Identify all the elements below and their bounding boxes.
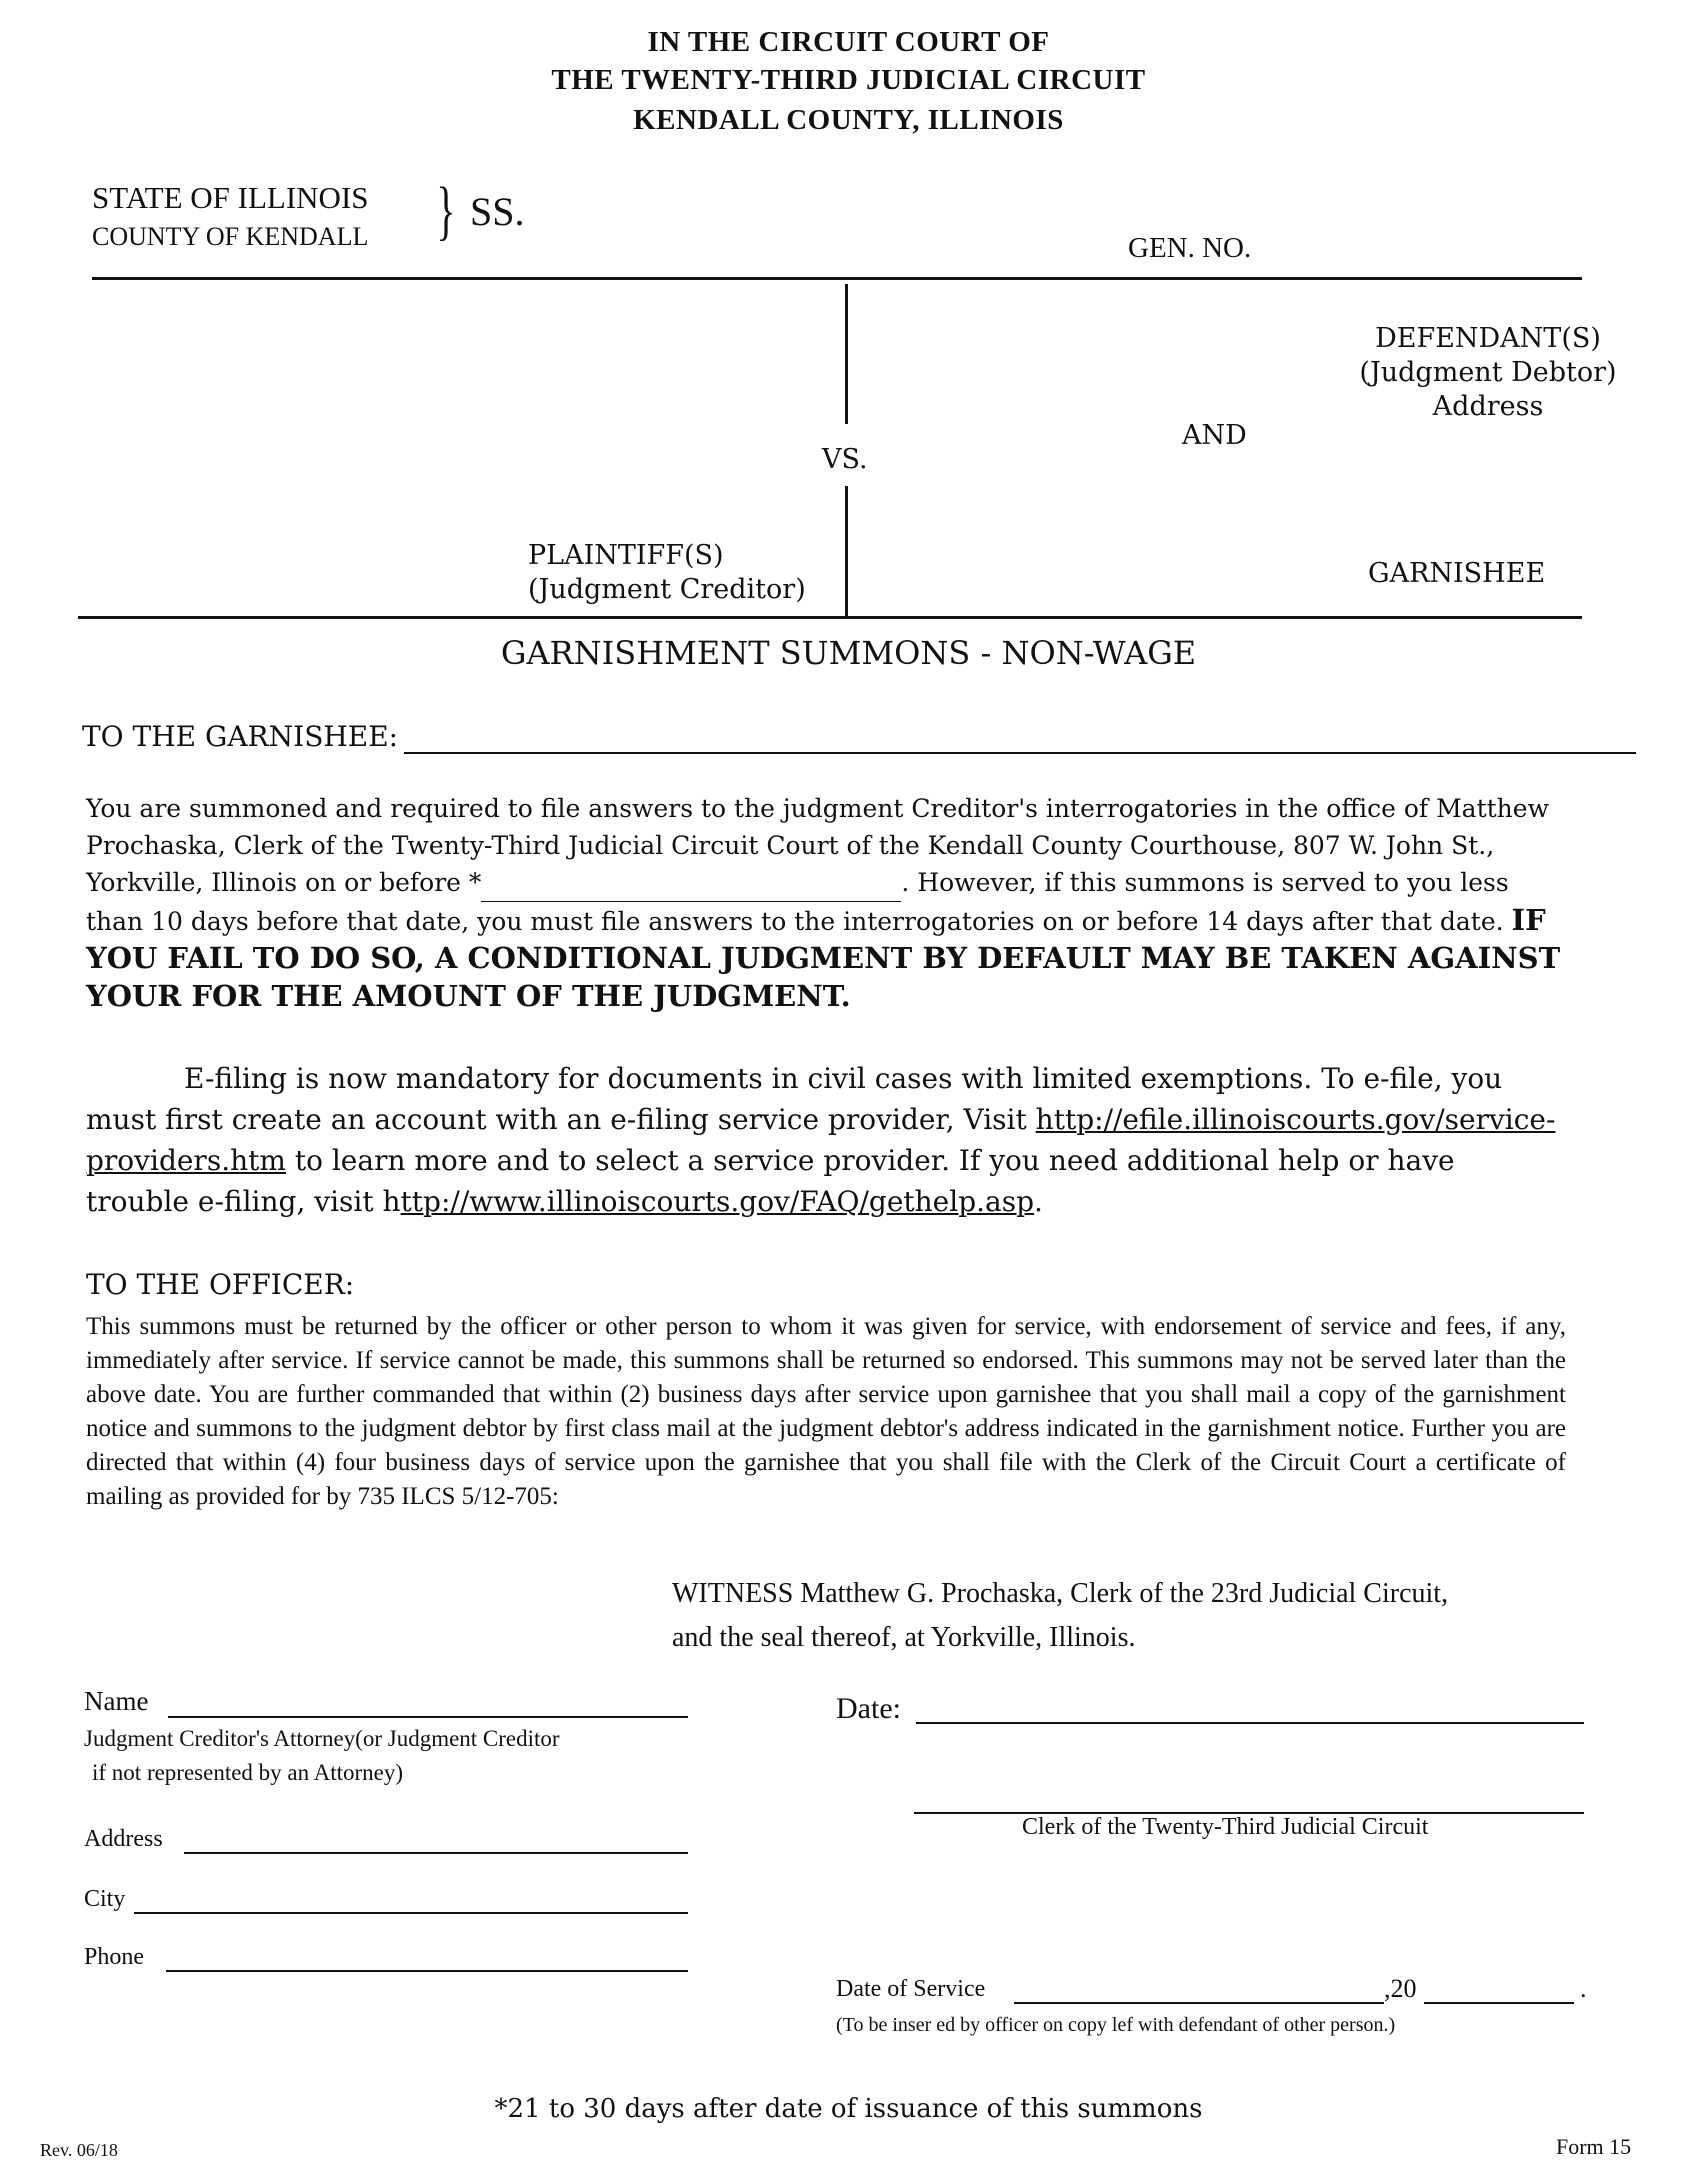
efiling-text2: to learn more and to select a service provider. If you need additional help or have trouble e-filing, visit h	[86, 1144, 1455, 1218]
witness-line2: and the seal thereof, at Yorkville, Illinois.	[672, 1622, 1136, 1653]
ss-label: SS.	[470, 189, 525, 234]
attorney-name-sub2: if not represented by an Attorney)	[92, 1760, 404, 1785]
defendant-sublabel: (Judgment Debtor)	[1359, 357, 1617, 388]
attorney-name-label: Name	[84, 1686, 149, 1716]
garnishee-label: GARNISHEE	[1368, 558, 1546, 589]
attorney-name-sub1: Judgment Creditor's Attorney(or Judgment Creditor	[84, 1726, 560, 1751]
court-header-line1: IN THE CIRCUIT COURT OF	[647, 26, 1050, 58]
garnishee-body-part2: . However, if this summons is served to you less than 10 days before that date, you must file answers to the interrogatories on or before 14 days after that date.	[86, 868, 1509, 936]
gen-no-label: GEN. NO.	[1128, 232, 1252, 264]
attorney-city-line[interactable]	[134, 1912, 688, 1914]
court-header-line2: THE TWENTY-THIRD JUDICIAL CIRCUIT	[551, 64, 1146, 96]
service-date-line[interactable]	[1014, 2002, 1384, 2004]
caption-top-rule	[92, 277, 1582, 280]
service-period: .	[1580, 1974, 1587, 2003]
to-officer-label: TO THE OFFICER:	[86, 1268, 355, 1301]
efiling-paragraph	[86, 1058, 1566, 1222]
garnishee-instructions	[86, 790, 1566, 1016]
defendant-label: DEFENDANT(S)	[1375, 323, 1601, 354]
default-warning: IF YOU FAIL TO DO SO, A CONDITIONAL JUDGMENT BY DEFAULT MAY BE TAKEN AGAINST YOUR FOR THE AMOUNT OF THE JUDGMENT.	[86, 903, 1561, 1013]
defendant-address-label: Address	[1432, 391, 1544, 422]
state-label: STATE OF ILLINOIS	[92, 180, 369, 215]
form-number: Form 15	[1556, 2134, 1632, 2159]
revision-label: Rev. 06/18	[40, 2140, 118, 2160]
efiling-text3: .	[1034, 1185, 1043, 1218]
service-year-prefix: ,20	[1384, 1974, 1417, 2003]
garnishee-name-line[interactable]	[404, 752, 1636, 754]
and-label: AND	[1182, 420, 1247, 451]
footnote: *21 to 30 days after date of issuance of this summons	[494, 2094, 1203, 2124]
document-title: GARNISHMENT SUMMONS - NON-WAGE	[500, 634, 1197, 672]
caption-bottom-rule	[78, 616, 1582, 619]
service-year-line[interactable]	[1424, 2002, 1574, 2004]
efiling-text1: E-filing is now mandatory for documents in civil cases with limited exemptions. To e-file, you must first create an account with an e-filing service provider, Visit	[86, 1062, 1503, 1136]
attorney-city-label: City	[84, 1886, 126, 1912]
vs-label: VS.	[822, 444, 868, 475]
clerk-date-line[interactable]	[916, 1722, 1584, 1724]
service-note: (To be inser ed by officer on copy lef with defendant of other person.)	[836, 2014, 1396, 2036]
attorney-name-line[interactable]	[168, 1716, 688, 1718]
garnishee-body-part1: You are summoned and required to file answers to the judgment Creditor's interrogatories in the office of Matthew Prochaska, Clerk of the Twenty-Third Judicial Circuit Court of the Kendall County Courthouse, 807 W. John St., Yorkville, Illinois on or before *	[86, 794, 1549, 897]
witness-line1: WITNESS Matthew G. Prochaska, Clerk of the 23rd Judicial Circuit,	[672, 1578, 1449, 1609]
clerk-caption: Clerk of the Twenty-Third Judicial Circuit	[1022, 1814, 1429, 1840]
county-label: COUNTY OF KENDALL	[92, 222, 369, 251]
caption-divider-upper	[845, 284, 848, 424]
attorney-address-label: Address	[84, 1826, 163, 1852]
plaintiff-sublabel: (Judgment Creditor)	[528, 574, 806, 605]
officer-instructions: This summons must be returned by the officer or other person to whom it was given for service, with endorsement of service and fees, if any, immediately after service. If service cannot be made, this summons shall be returned so endorsed. This summons may not be served later than the above date. You are further commanded that within (2) business days after service upon garnishee that you shall mail a copy of the garnishment notice and summons to the judgment debtor by first class mail at the judgment debtor's address indicated in the garnishment notice. Further you are directed that within (4) four business days of service upon the garnishee that you shall file with the Clerk of the Circuit Court a certificate of mailing as provided for by 735 ILCS 5/12-705:	[86, 1313, 1566, 1510]
plaintiff-label: PLAINTIFF(S)	[528, 540, 724, 571]
answer-deadline-blank[interactable]	[481, 864, 901, 902]
service-date-label: Date of Service	[836, 1976, 986, 2002]
attorney-phone-line[interactable]	[166, 1970, 688, 1972]
court-header-line3: KENDALL COUNTY, ILLINOIS	[633, 104, 1064, 136]
caption-divider-lower	[845, 486, 848, 618]
attorney-address-line[interactable]	[184, 1852, 688, 1854]
attorney-phone-label: Phone	[84, 1944, 144, 1970]
venue-brace: }	[436, 174, 456, 247]
clerk-date-label: Date:	[836, 1692, 901, 1725]
to-garnishee-label: TO THE GARNISHEE:	[82, 720, 399, 753]
efiling-help-link[interactable]: ttp://www.illinoiscourts.gov/FAQ/gethelp.asp	[400, 1185, 1035, 1218]
efiling-providers-link[interactable]: http://efile.illinoiscourts.gov/service-providers.htm	[86, 1103, 1556, 1177]
